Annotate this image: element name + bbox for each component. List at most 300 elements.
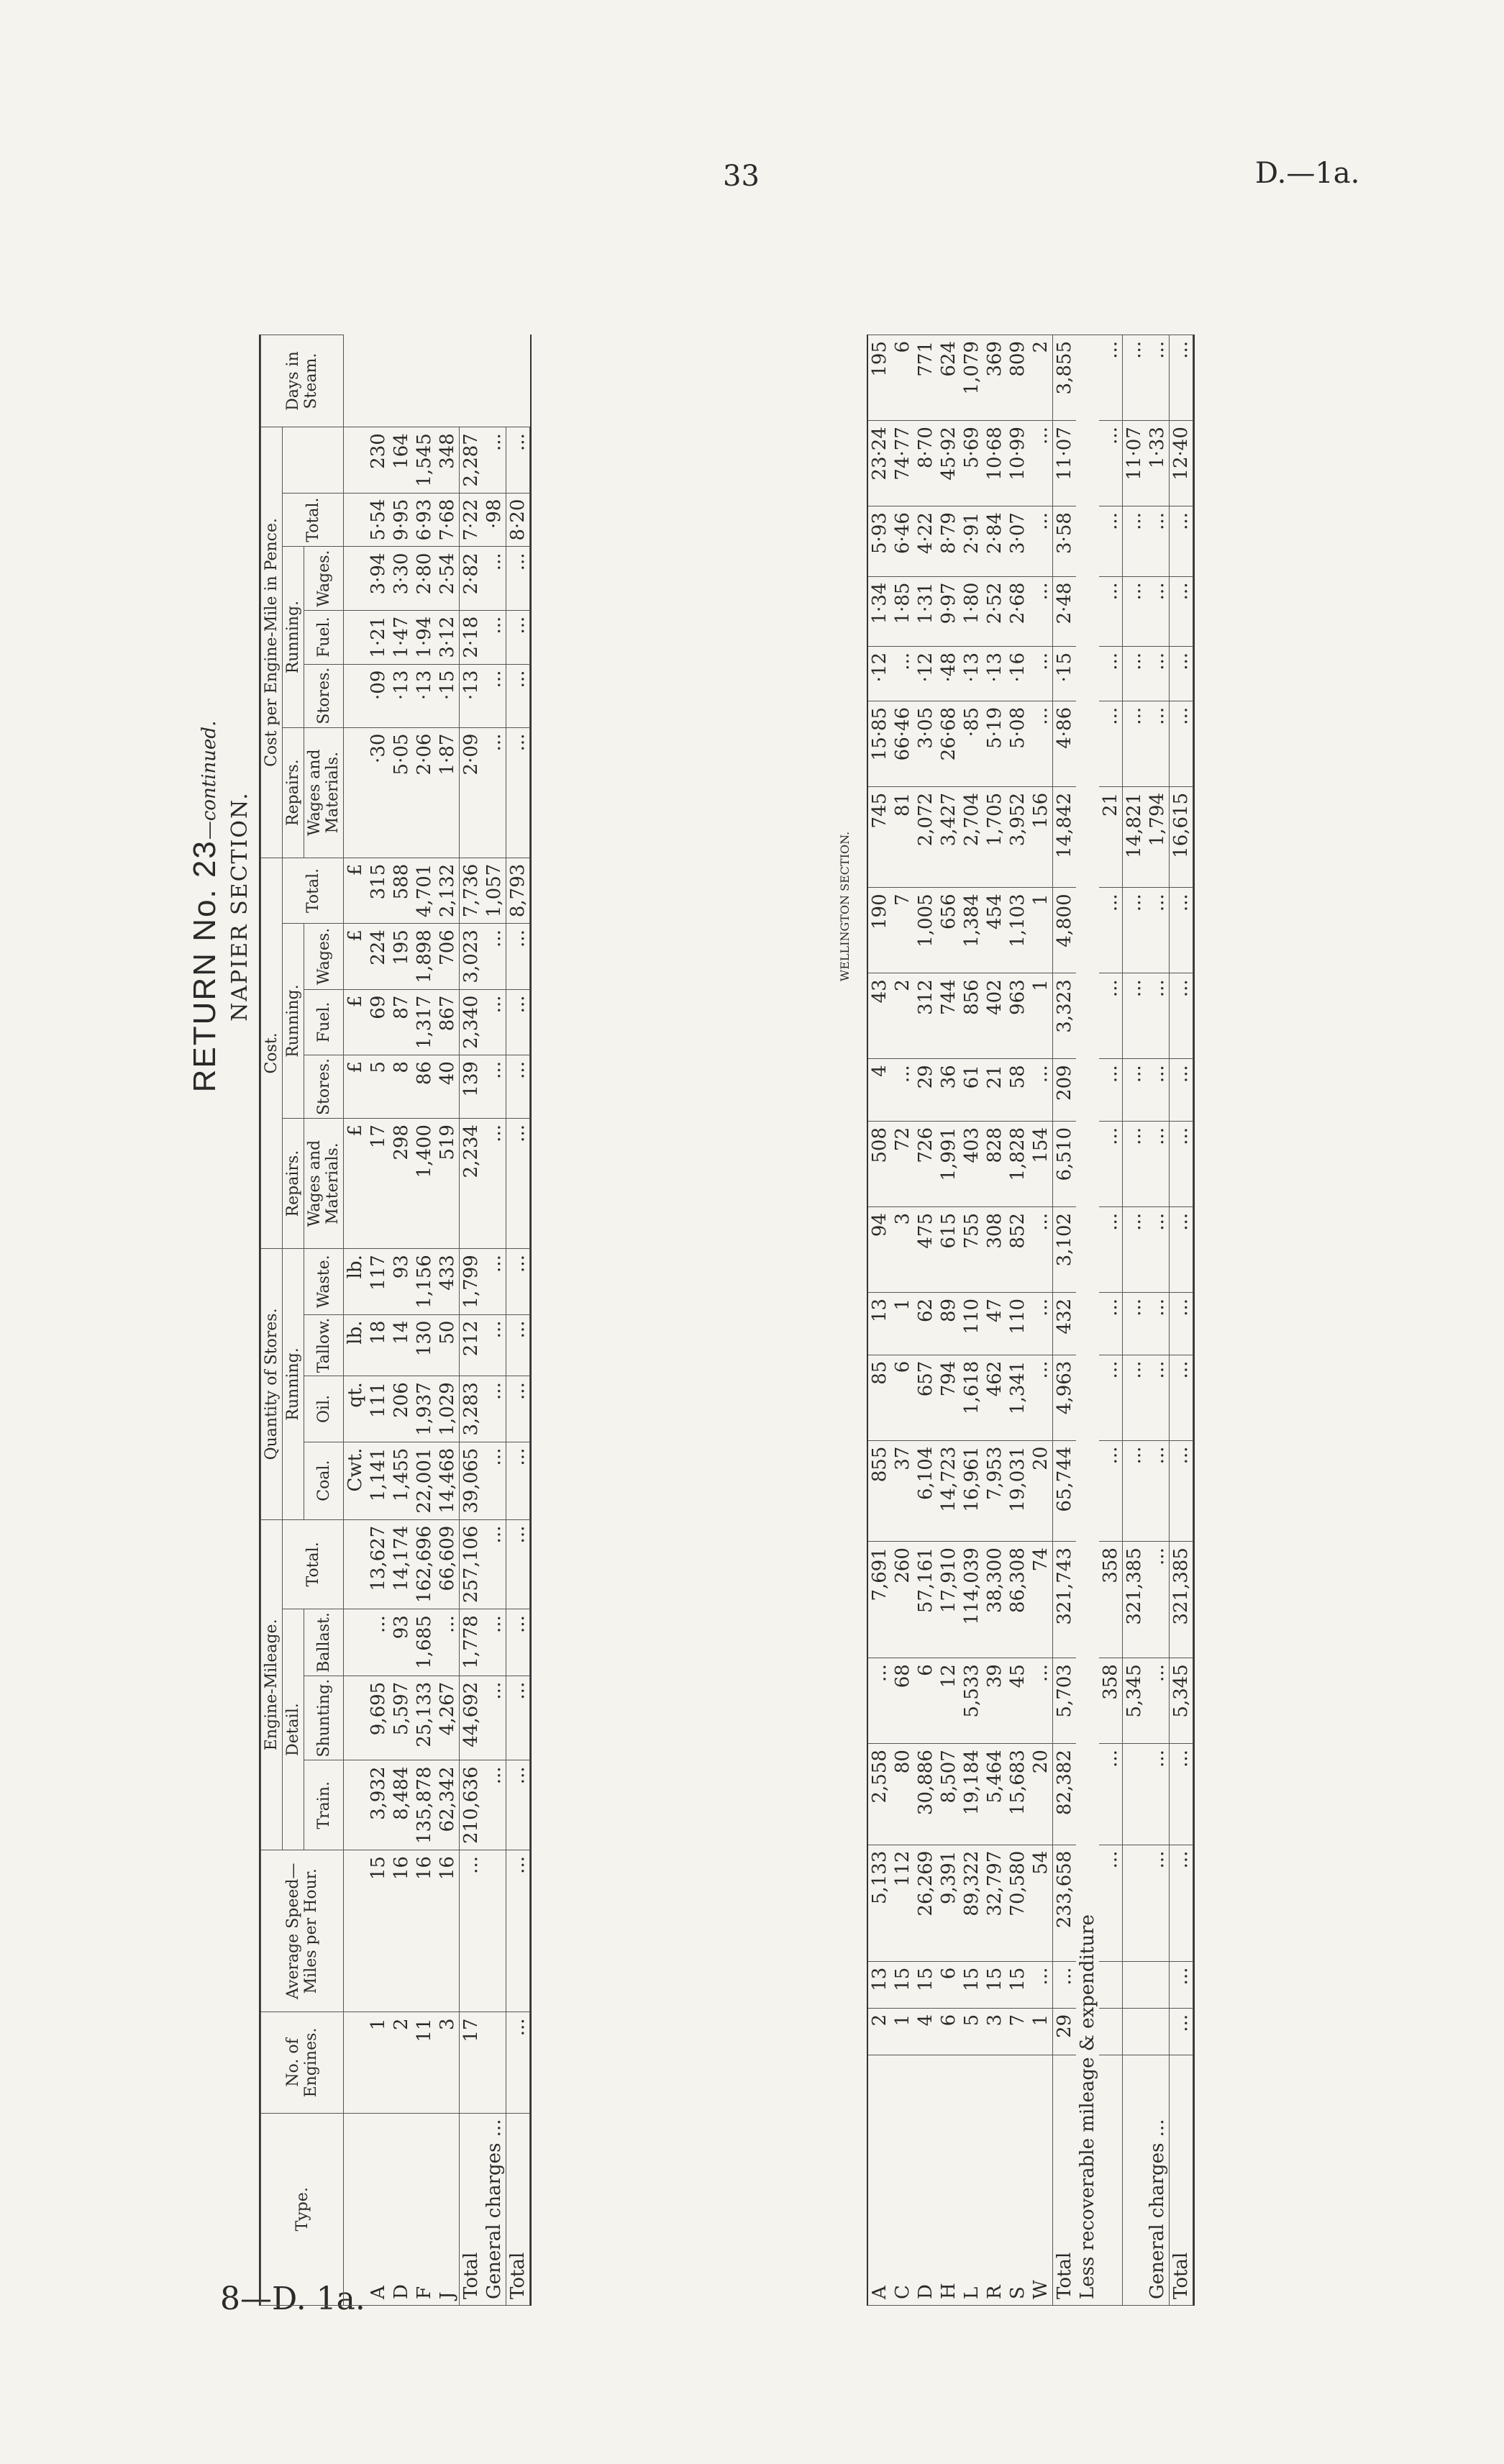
table-cell: 45·92 [937, 421, 960, 506]
table-cell [344, 1760, 368, 1850]
table-row [960, 335, 983, 2306]
table-cell: 5,133 [868, 1845, 891, 1961]
table-cell: 1·33 [1146, 421, 1170, 506]
table-cell: 26·68 [937, 701, 960, 786]
col-days-steam: Days in Steam. [261, 335, 344, 427]
table-cell: 508 [868, 1122, 891, 1207]
col-cpm-fuel: Fuel. [304, 610, 344, 664]
table-cell: 47 [983, 1292, 1006, 1355]
row-label: R [983, 2055, 1006, 2305]
wellington-table-body [868, 335, 1193, 2306]
total-row [460, 335, 483, 2306]
table-cell: 7,953 [983, 1440, 1006, 1542]
col-type: Type. [261, 2113, 344, 2305]
table-cell: 656 [937, 888, 960, 973]
table-cell [344, 1609, 368, 1676]
table-cell: 2·52 [983, 576, 1006, 646]
table-row [413, 335, 436, 2306]
table-cell: 4,963 [1053, 1355, 1077, 1440]
table-cell: ·13 [983, 646, 1006, 701]
col-coal: Coal. [304, 1442, 344, 1519]
table-cell: 21 [983, 1059, 1006, 1122]
table-cell: ... [1123, 1292, 1147, 1355]
table-cell: 110 [960, 1292, 983, 1355]
row-label: L [960, 2055, 983, 2305]
table-cell: 16,961 [960, 1440, 983, 1542]
col-cost: Cost. [261, 858, 283, 1248]
col-engines: No. of Engines. [261, 2012, 344, 2113]
table-cell: 1,400 [413, 1119, 436, 1249]
table-cell: 2,558 [868, 1744, 891, 1845]
table-cell: 81 [891, 786, 914, 888]
col-cpm-total: Total. [283, 493, 344, 547]
table-cell: 29 [1053, 2008, 1077, 2055]
table-cell: 9,391 [937, 1845, 960, 1961]
table-cell [344, 664, 368, 727]
table-cell: 15 [891, 1961, 914, 2008]
table-cell [344, 610, 368, 664]
col-cost-repairs: Repairs. [283, 1119, 304, 1249]
row-label: F [413, 2113, 436, 2305]
table-cell: lb. [344, 1314, 368, 1376]
title-continued: —continued. [199, 720, 220, 840]
table-cell: ... [1029, 576, 1053, 646]
table-cell: 856 [960, 973, 983, 1059]
row-label: S [1006, 2055, 1029, 2305]
table-cell: ... [1099, 646, 1123, 701]
table-cell: 23·24 [868, 421, 891, 506]
row-label: Total [1170, 2055, 1193, 2305]
table-cell: 755 [960, 1206, 983, 1292]
table-cell: 130 [413, 1314, 436, 1376]
table-cell: 1·80 [960, 576, 983, 646]
table-cell: 5·08 [1006, 701, 1029, 786]
table-cell: ... [483, 1519, 506, 1609]
table-cell: ·09 [367, 664, 390, 727]
table-cell: 15 [1006, 1961, 1029, 2008]
table-cell: 14,174 [390, 1519, 413, 1609]
table-cell: ... [1123, 1122, 1147, 1207]
table-cell: 190 [868, 888, 891, 973]
table-cell: ... [483, 610, 506, 664]
row-label: W [1029, 2055, 1053, 2305]
col-tallow: Tallow. [304, 1314, 344, 1376]
table-cell: 85 [868, 1355, 891, 1440]
table-cell: 16 [390, 1850, 413, 2012]
table-cell: 4·22 [914, 506, 937, 576]
table-cell: 66·46 [891, 701, 914, 786]
table-cell: 1,029 [436, 1376, 460, 1442]
table-cell: ... [1146, 1206, 1170, 1292]
table-cell: ... [1146, 1355, 1170, 1440]
col-waste: Waste. [304, 1249, 344, 1314]
table-cell: 1,685 [413, 1609, 436, 1676]
table-cell: 963 [1006, 973, 1029, 1059]
table-cell: ... [506, 1055, 530, 1119]
table-cell: ... [1029, 646, 1053, 701]
table-cell: 1 [1029, 888, 1053, 973]
table-cell: ... [1146, 335, 1170, 421]
less-recoverable-label-row [1076, 335, 1099, 2306]
table-cell: 8·70 [914, 421, 937, 506]
table-cell: ... [1123, 1206, 1147, 1292]
table-cell: 89 [937, 1292, 960, 1355]
table-cell: ... [1146, 973, 1170, 1059]
table-cell: ... [483, 989, 506, 1055]
col-oil: Oil. [304, 1376, 344, 1442]
table-cell: 62,342 [436, 1760, 460, 1850]
table-cell: 657 [914, 1355, 937, 1440]
table-row [914, 335, 937, 2306]
table-cell: 1,937 [413, 1376, 436, 1442]
row-label: A [868, 2055, 891, 2305]
table-cell: 19,184 [960, 1744, 983, 1845]
table-cell: 2·09 [460, 727, 483, 858]
table-cell: 369 [983, 335, 1006, 421]
table-cell: ... [891, 646, 914, 701]
row-label: Total [460, 2113, 483, 2305]
table-cell: ... [1099, 1744, 1123, 1845]
table-cell: 2·18 [460, 610, 483, 664]
table-cell: 69 [367, 989, 390, 1055]
table-cell: 18 [367, 1314, 390, 1376]
table-cell: 462 [983, 1355, 1006, 1440]
table-cell: 89,322 [960, 1845, 983, 1961]
table-cell: 11·07 [1053, 421, 1077, 506]
table-cell: ... [483, 1442, 506, 1519]
table-cell: 15 [983, 1961, 1006, 2008]
table-cell: 7·68 [436, 493, 460, 547]
table-cell: ·30 [367, 727, 390, 858]
table-cell: ... [1170, 1059, 1193, 1122]
table-cell: 726 [914, 1122, 937, 1207]
wellington-section-title: WELLINGTON SECTION. [838, 831, 852, 982]
table-cell: 26,269 [914, 1845, 937, 1961]
table-cell: ... [1170, 701, 1193, 786]
table-cell [1099, 1961, 1123, 2008]
table-cell: 50 [436, 1314, 460, 1376]
table-cell: 8·20 [506, 493, 530, 547]
table-cell: 2 [891, 973, 914, 1059]
table-cell: ... [1099, 1440, 1123, 1542]
table-cell: 17 [367, 1119, 390, 1249]
table-cell: 706 [436, 924, 460, 989]
col-cpm-blank [283, 427, 344, 493]
table-row [436, 335, 460, 2306]
table-row [367, 335, 390, 2306]
table-cell: ... [1099, 1059, 1123, 1122]
table-cell: ... [1029, 1961, 1053, 2008]
col-ballast: Ballast. [304, 1609, 344, 1676]
table-cell: 8,507 [937, 1744, 960, 1845]
table-cell: ... [483, 547, 506, 610]
table-cell: 6 [914, 1658, 937, 1744]
table-cell: 195 [868, 335, 891, 421]
table-cell: ... [1146, 1059, 1170, 1122]
table-cell: 1,141 [367, 1442, 390, 1519]
table-cell: 38,300 [983, 1542, 1006, 1658]
table-cell: ... [1099, 973, 1123, 1059]
table-cell: 1 [1029, 973, 1053, 1059]
table-cell: 3,952 [1006, 786, 1029, 888]
table-cell: 3,023 [460, 924, 483, 989]
table-cell: ... [868, 1658, 891, 1744]
table-cell: ... [506, 1676, 530, 1760]
table-cell: £ [344, 858, 368, 923]
row-label: A [367, 2113, 390, 2305]
table-cell: 5,703 [1053, 1658, 1077, 1744]
table-cell: 1·47 [390, 610, 413, 664]
table-cell: 210,636 [460, 1760, 483, 1850]
table-cell: 260 [891, 1542, 914, 1658]
general-charges-row [1146, 335, 1170, 2306]
table-cell: ... [1170, 1122, 1193, 1207]
table-cell: ... [506, 1314, 530, 1376]
table-cell: 154 [1029, 1122, 1053, 1207]
table-cell: ... [1099, 335, 1123, 421]
table-cell: 7 [891, 888, 914, 973]
table-cell: ... [1029, 421, 1053, 506]
table-cell: 4,701 [413, 858, 436, 923]
table-cell: 209 [1053, 1059, 1077, 1122]
table-cell [1123, 2008, 1147, 2055]
table-cell: 11 [413, 2012, 436, 2113]
table-cell: 164 [390, 427, 413, 493]
table-cell: ... [506, 727, 530, 858]
table-cell: 348 [436, 427, 460, 493]
table-cell: 321,385 [1170, 1542, 1193, 1658]
table-cell: ... [483, 727, 506, 858]
table-cell: 233,658 [1053, 1845, 1077, 1961]
table-cell: ... [436, 1609, 460, 1676]
row-label [1123, 2055, 1147, 2305]
table-cell: 2·91 [960, 506, 983, 576]
table-cell: 162,696 [413, 1519, 436, 1609]
table-cell: ... [1170, 1355, 1193, 1440]
table-cell: Cwt. [344, 1442, 368, 1519]
grand-total-row [1170, 335, 1193, 2306]
table-cell: ... [1170, 1206, 1193, 1292]
table-cell: 308 [983, 1206, 1006, 1292]
table-cell: ... [1099, 1206, 1123, 1292]
table-cell: 3·05 [914, 701, 937, 786]
table-cell: ... [506, 547, 530, 610]
table-cell: 1,794 [1146, 786, 1170, 888]
table-cell: 615 [937, 1206, 960, 1292]
table-cell: 744 [937, 973, 960, 1059]
col-train: Train. [304, 1760, 344, 1850]
table-cell: 14 [390, 1314, 413, 1376]
table-cell: 809 [1006, 335, 1029, 421]
table-cell [344, 427, 368, 493]
table-cell: £ [344, 924, 368, 989]
table-cell: 82,382 [1053, 1744, 1077, 1845]
table-cell: 5·54 [367, 493, 390, 547]
table-cell: 17,910 [937, 1542, 960, 1658]
table-cell: 1,057 [483, 858, 506, 923]
row-label: H [937, 2055, 960, 2305]
table-cell: 855 [868, 1440, 891, 1542]
table-cell: 2,704 [960, 786, 983, 888]
col-detail: Detail. [283, 1609, 304, 1850]
table-cell: 1,545 [413, 427, 436, 493]
table-cell: 794 [937, 1355, 960, 1440]
table-cell: 68 [891, 1658, 914, 1744]
table-cell: 8·79 [937, 506, 960, 576]
table-cell: 298 [390, 1119, 413, 1249]
table-cell [1146, 2008, 1170, 2055]
col-cpm-repairs: Repairs. [283, 727, 304, 858]
row-label: General charges ... [1146, 2055, 1170, 2305]
table-cell: 58 [1006, 1059, 1029, 1122]
table-cell [1146, 1961, 1170, 2008]
table-cell: 61 [960, 1059, 983, 1122]
table-cell: ... [506, 664, 530, 727]
table-cell: £ [344, 1055, 368, 1119]
table-cell: 16,615 [1170, 786, 1193, 888]
table-cell: ... [1123, 701, 1147, 786]
table-cell: 6·46 [891, 506, 914, 576]
table-cell: 65,744 [1053, 1440, 1077, 1542]
table-cell: ... [483, 1119, 506, 1249]
table-cell: ... [1170, 888, 1193, 973]
col-cpm-wages: Wages. [304, 547, 344, 610]
table-cell: 3 [983, 2008, 1006, 2055]
table-cell: ... [483, 427, 506, 493]
table-cell: 29 [914, 1059, 937, 1122]
table-cell: 321,743 [1053, 1542, 1077, 1658]
table-cell: 3·07 [1006, 506, 1029, 576]
table-cell: ·13 [460, 664, 483, 727]
table-cell: 10·99 [1006, 421, 1029, 506]
table-cell: 358 [1099, 1542, 1123, 1658]
table-cell: ... [1146, 576, 1170, 646]
table-cell: 3 [891, 1206, 914, 1292]
table-cell: 1·87 [436, 727, 460, 858]
table-cell: 112 [891, 1845, 914, 1961]
table-cell: 87 [390, 989, 413, 1055]
table-cell: 1 [367, 2012, 390, 2113]
table-cell: ... [1123, 1355, 1147, 1440]
table-cell: ... [1123, 646, 1147, 701]
table-cell: 432 [1053, 1292, 1077, 1355]
table-cell: ... [506, 1850, 530, 2012]
table-cell: ·15 [436, 664, 460, 727]
title-block [187, 295, 252, 1518]
col-shunting: Shunting. [304, 1676, 344, 1760]
table-cell: 1,317 [413, 989, 436, 1055]
table-row [983, 335, 1006, 2306]
table-cell: 3,283 [460, 1376, 483, 1442]
table-cell: 5 [960, 2008, 983, 2055]
document-reference: D.—1a. [1255, 157, 1360, 190]
table-cell: 2 [868, 2008, 891, 2055]
table-cell: 3,932 [367, 1760, 390, 1850]
table-cell: 1·34 [868, 576, 891, 646]
table-cell: 5,345 [1170, 1658, 1193, 1744]
table-cell: ... [506, 610, 530, 664]
table-cell: 80 [891, 1744, 914, 1845]
table-cell: 7,691 [868, 1542, 891, 1658]
table-cell: 4 [868, 1059, 891, 1122]
table-cell: 13,627 [367, 1519, 390, 1609]
table-cell: ... [1170, 1744, 1193, 1845]
table-cell: 588 [390, 858, 413, 923]
table-cell: 5·69 [960, 421, 983, 506]
table-cell: 19,031 [1006, 1440, 1029, 1542]
table-cell: ·48 [937, 646, 960, 701]
table-cell: ... [1099, 576, 1123, 646]
table-cell: ... [1099, 506, 1123, 576]
table-cell: ... [483, 1609, 506, 1676]
wellington-table-block [867, 335, 1195, 2306]
table-cell: ... [483, 1676, 506, 1760]
table-cell: 30,886 [914, 1744, 937, 1845]
table-cell: 7·22 [460, 493, 483, 547]
table-cell: 11·07 [1123, 421, 1147, 506]
table-cell: 17 [460, 2012, 483, 2113]
table-cell: 20 [1029, 1744, 1053, 1845]
col-stores-running: Running. [283, 1249, 304, 1519]
table-cell: ... [1099, 1355, 1123, 1440]
table-cell: 8,484 [390, 1760, 413, 1850]
col-cost-total: Total. [283, 858, 344, 923]
table-cell: ... [1146, 506, 1170, 576]
table-cell: 135,878 [413, 1760, 436, 1850]
table-cell: 12 [937, 1658, 960, 1744]
table-cell: ... [506, 924, 530, 989]
table-cell: 3·94 [367, 547, 390, 610]
table-cell: ... [1053, 1961, 1077, 2008]
table-cell: 2,234 [460, 1119, 483, 1249]
row-label: Less recoverable mileage & expenditure [1076, 335, 1099, 2306]
table-cell: ... [483, 1376, 506, 1442]
table-cell: ·13 [413, 664, 436, 727]
table-cell: 5,597 [390, 1676, 413, 1760]
table-row [937, 335, 960, 2306]
table-cell: 9·95 [390, 493, 413, 547]
table-cell: 1,778 [460, 1609, 483, 1676]
table-cell: 2,340 [460, 989, 483, 1055]
table-cell: ·98 [483, 493, 506, 547]
table-cell: 358 [1099, 1658, 1123, 1744]
table-cell [344, 1519, 368, 1609]
col-engine-mileage: Engine-Mileage. [261, 1519, 283, 1850]
table-cell: ... [1146, 1122, 1170, 1207]
row-label [344, 2113, 368, 2305]
table-cell: 6 [891, 1355, 914, 1440]
table-cell: ... [506, 2012, 530, 2113]
table-row [1006, 335, 1029, 2306]
table-cell: ... [1123, 576, 1147, 646]
col-stores: Stores. [304, 1055, 344, 1119]
table-cell: 86,308 [1006, 1542, 1029, 1658]
table-cell: ... [1099, 1122, 1123, 1207]
table-cell: 74·77 [891, 421, 914, 506]
table-cell: ... [1146, 701, 1170, 786]
table-cell: ·85 [960, 701, 983, 786]
table-cell: 8,793 [506, 858, 530, 923]
table-cell: 230 [367, 427, 390, 493]
table-cell: 39 [983, 1658, 1006, 1744]
wellington-table [868, 335, 1193, 2306]
table-cell: 2·48 [1053, 576, 1077, 646]
table-cell: ... [1099, 421, 1123, 506]
table-cell: ... [1029, 1658, 1053, 1744]
table-cell: ... [506, 1519, 530, 1609]
table-cell: 402 [983, 973, 1006, 1059]
table-cell: 15 [960, 1961, 983, 2008]
